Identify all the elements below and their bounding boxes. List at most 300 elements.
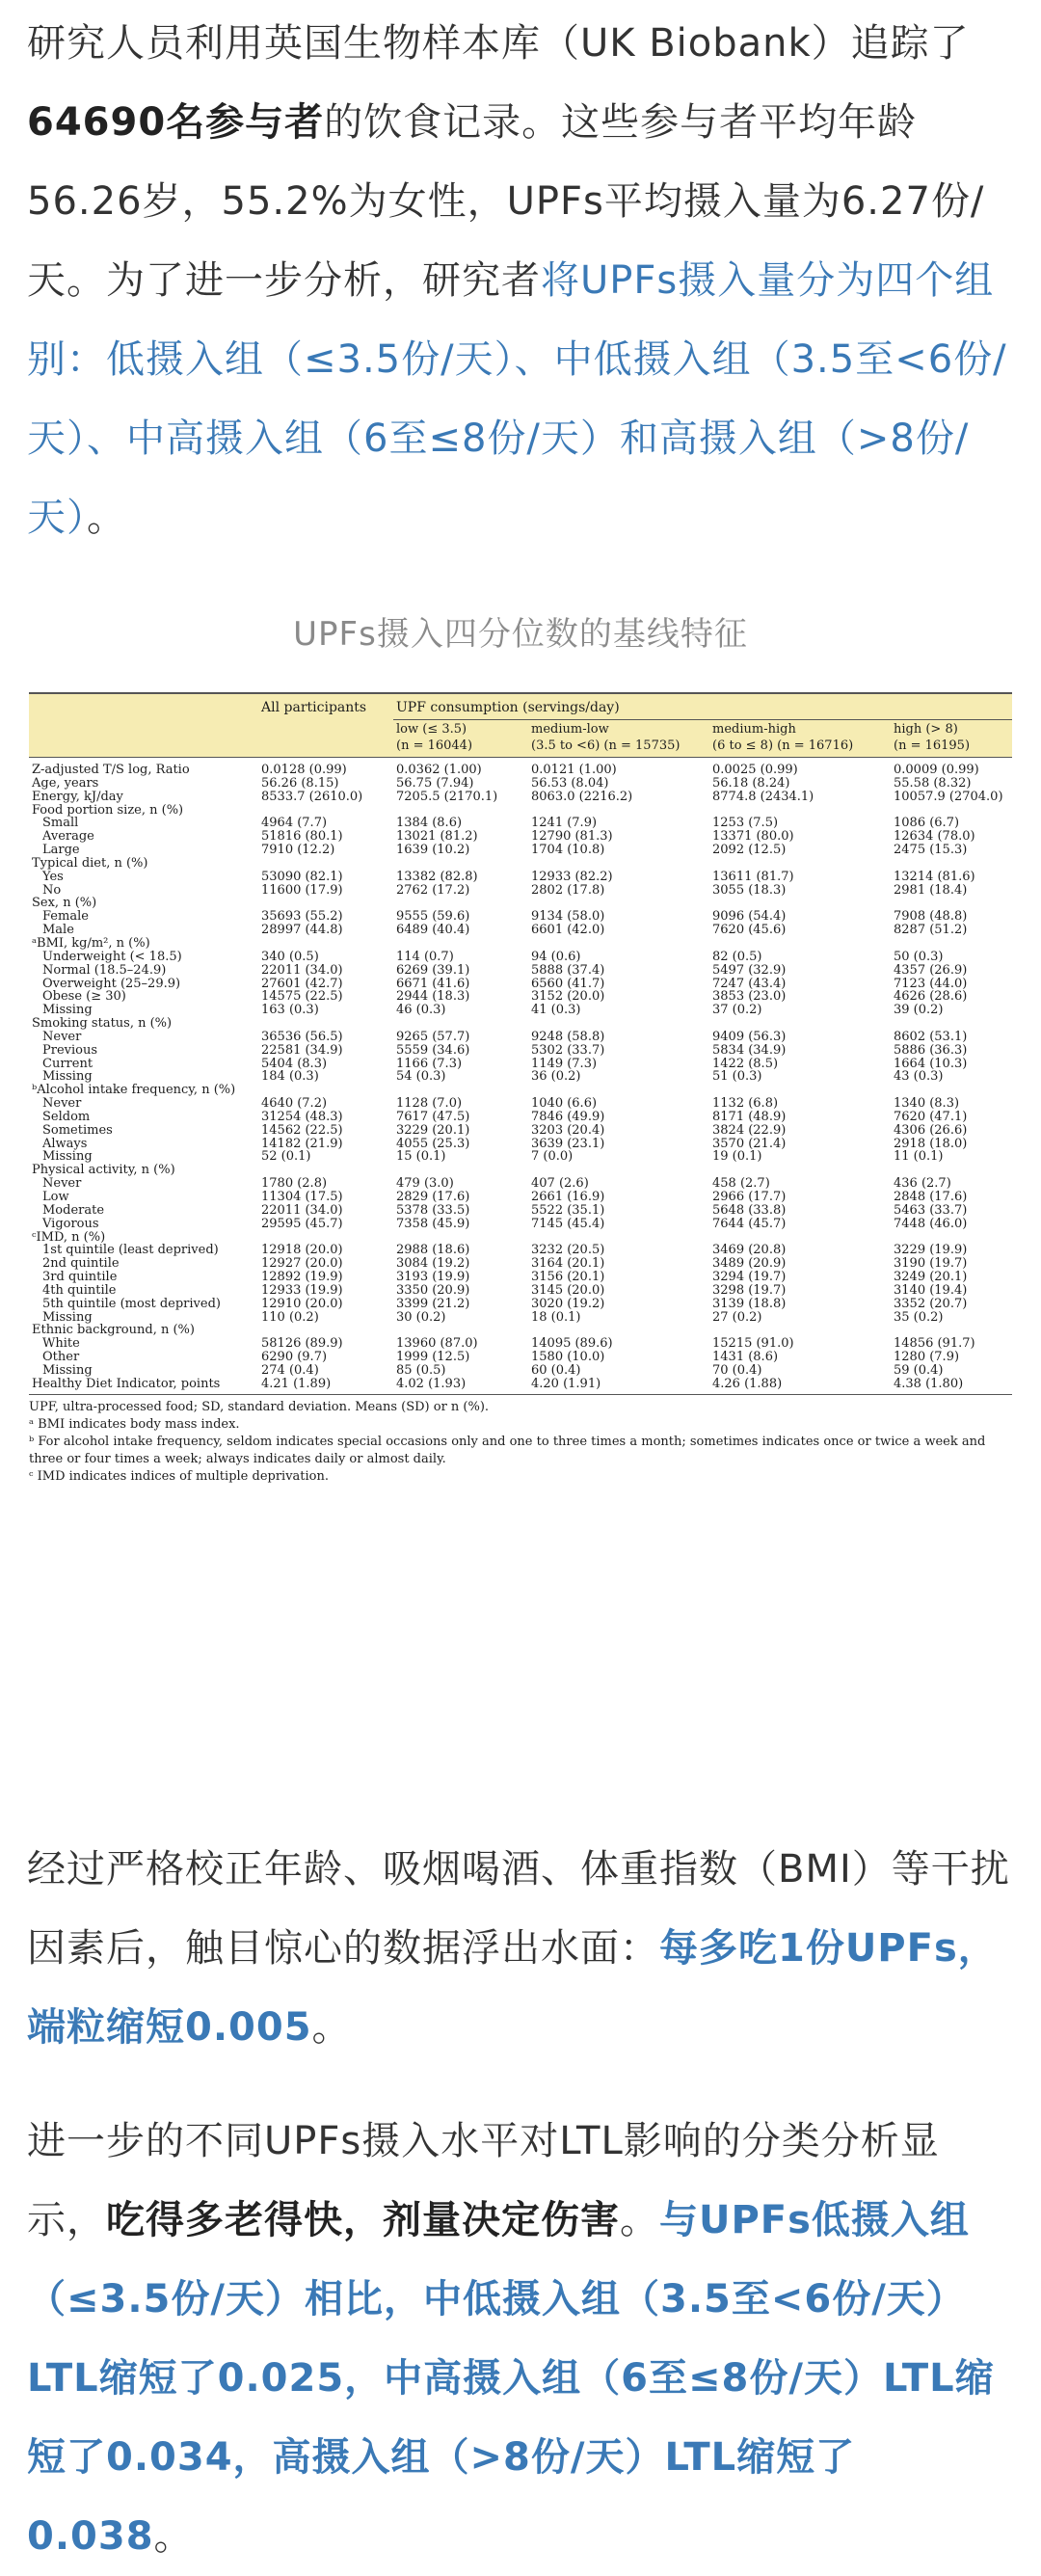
table-cell xyxy=(528,1324,709,1337)
table-cell: 18 (0.1) xyxy=(531,1310,581,1325)
row-label: Energy, kJ/day xyxy=(32,790,123,804)
table-row xyxy=(29,830,1012,844)
table-cell: 1431 (8.6) xyxy=(712,1351,779,1364)
table-row xyxy=(29,1097,1012,1111)
intro-text-2: 的饮食记录。这些参与者平均年龄56.26岁，55.2%为女性，UPFs平均摄入量为6.27份/天。为了进一步分析，研究者 xyxy=(27,100,985,303)
table-caption: UPFs摄入四分位数的基线特征 xyxy=(293,615,748,654)
table-cell: 4.02 (1.93) xyxy=(393,1378,528,1394)
table-cell: 0.0025 (0.99) xyxy=(712,763,798,777)
table-cell xyxy=(709,1017,891,1031)
table-row xyxy=(29,1351,1012,1364)
table-row xyxy=(29,1058,1012,1071)
row-label: Z-adjusted T/S log, Ratio xyxy=(32,763,190,777)
row-label: 2nd quintile xyxy=(42,1257,120,1272)
table-row xyxy=(29,1031,1012,1044)
row-label: Always xyxy=(42,1137,88,1151)
table-cell xyxy=(709,1164,891,1177)
table-cell xyxy=(528,1164,709,1177)
table-cell: 1040 (6.6) xyxy=(531,1097,598,1111)
row-label: Seldom xyxy=(42,1110,91,1124)
table-cell xyxy=(258,1164,393,1177)
table-cell: 1580 (10.0) xyxy=(531,1351,605,1364)
table-cell: 1241 (7.9) xyxy=(531,817,598,831)
table-cell: 3350 (20.9) xyxy=(396,1283,470,1298)
table-cell: 4055 (25.3) xyxy=(396,1137,470,1151)
table-cell: 3489 (20.9) xyxy=(712,1257,787,1272)
row-label: Never xyxy=(42,1097,82,1111)
table-cell: 4306 (26.6) xyxy=(894,1123,968,1138)
table-cell: 6671 (41.6) xyxy=(396,977,470,991)
header-sub-medium-high: (6 to ≤ 8) (n = 16716) xyxy=(709,738,891,758)
table-cell: 5888 (37.4) xyxy=(531,963,605,978)
table-cell: 3145 (20.0) xyxy=(531,1283,605,1298)
table-row xyxy=(29,937,1012,951)
table-cell: 59 (0.4) xyxy=(894,1363,944,1378)
row-label: 5th quintile (most deprived) xyxy=(42,1297,221,1311)
row-label: Small xyxy=(42,817,79,831)
table-row xyxy=(29,1284,1012,1298)
row-label: Missing xyxy=(42,1004,93,1018)
row-label: 1st quintile (least deprived) xyxy=(42,1244,219,1258)
table-cell: 7247 (43.4) xyxy=(712,977,787,991)
table-cell: 5463 (33.7) xyxy=(894,1203,968,1218)
table-cell: 5834 (34.9) xyxy=(712,1043,787,1058)
table-cell: 13371 (80.0) xyxy=(712,830,794,845)
table-cell xyxy=(393,1231,528,1245)
table-row xyxy=(29,1204,1012,1218)
table-row xyxy=(29,964,1012,978)
table-cell: 51 (0.3) xyxy=(712,1070,762,1085)
table-row xyxy=(29,1017,1012,1031)
row-label: No xyxy=(42,883,62,898)
table-cell: 2988 (18.6) xyxy=(396,1244,470,1258)
table-cell: 22011 (34.0) xyxy=(261,963,343,978)
row-label: Moderate xyxy=(42,1203,105,1218)
table-cell: 12918 (20.0) xyxy=(261,1244,343,1258)
table-cell xyxy=(528,1084,709,1097)
table-cell: 22581 (34.9) xyxy=(261,1043,343,1058)
table-cell: 1280 (7.9) xyxy=(894,1351,960,1364)
header-sub-low: (n = 16044) xyxy=(393,738,528,758)
table-cell xyxy=(891,1084,1012,1097)
table-note: ᵃ BMI indicates body mass index. xyxy=(29,1416,240,1432)
table-cell: 3084 (19.2) xyxy=(396,1257,470,1272)
table-cell: 54 (0.3) xyxy=(396,1070,446,1085)
table-cell: 55.58 (8.32) xyxy=(894,776,972,791)
header-col-medium-high: medium-high xyxy=(709,720,891,739)
table-cell: 13214 (81.6) xyxy=(894,870,975,884)
table-row xyxy=(29,1111,1012,1124)
table-row xyxy=(29,978,1012,991)
header-col-high: high (> 8) xyxy=(891,720,1012,739)
table-cell xyxy=(891,804,1012,818)
table-cell: 3156 (20.1) xyxy=(531,1271,605,1284)
row-label: Food portion size, n (%) xyxy=(32,803,184,818)
table-cell: 1166 (7.3) xyxy=(396,1057,463,1071)
table-cell: 8533.7 (2610.0) xyxy=(261,790,363,804)
table-cell: 31254 (48.3) xyxy=(261,1110,343,1124)
table-row xyxy=(29,1191,1012,1204)
table-cell: 2944 (18.3) xyxy=(396,990,470,1005)
table-row xyxy=(29,1004,1012,1017)
table-cell: 2802 (17.8) xyxy=(531,883,605,898)
table-cell xyxy=(891,897,1012,910)
table-cell xyxy=(709,1324,891,1337)
table-cell xyxy=(393,1324,528,1337)
row-label: Vigorous xyxy=(42,1217,99,1231)
table-row xyxy=(29,844,1012,857)
row-label: Physical activity, n (%) xyxy=(32,1164,175,1178)
table-cell: 1340 (8.3) xyxy=(894,1097,960,1111)
table-cell xyxy=(891,937,1012,951)
intro-text-1: 研究人员利用英国生物样本库（UK Biobank）追踪了 xyxy=(27,21,970,66)
row-label: Healthy Diet Indicator, points xyxy=(29,1378,258,1394)
table-cell: 3232 (20.5) xyxy=(531,1244,605,1258)
table-row xyxy=(29,1311,1012,1325)
table-row xyxy=(29,897,1012,910)
table-cell xyxy=(528,804,709,818)
table-cell: 52 (0.1) xyxy=(261,1150,311,1165)
table-cell xyxy=(258,897,393,910)
table-cell: 2475 (15.3) xyxy=(894,844,968,857)
table-row xyxy=(29,884,1012,898)
row-label: Other xyxy=(42,1351,80,1364)
intro-paragraph xyxy=(27,4,1016,557)
table-cell: 274 (0.4) xyxy=(261,1363,319,1378)
table-cell: 5559 (34.6) xyxy=(396,1043,470,1058)
table-cell xyxy=(258,1324,393,1337)
row-label: ᶜIMD, n (%) xyxy=(32,1230,106,1245)
header-col-low: low (≤ 3.5) xyxy=(393,720,528,739)
table-cell: 13021 (81.2) xyxy=(396,830,478,845)
finding-text-2: 。 xyxy=(311,2005,352,2050)
table-row xyxy=(29,924,1012,937)
table-cell xyxy=(393,1164,528,1177)
row-label: Missing xyxy=(42,1070,93,1085)
table-row xyxy=(29,1364,1012,1378)
table-cell xyxy=(709,857,891,871)
table-cell: 41 (0.3) xyxy=(531,1004,581,1018)
row-label: Never xyxy=(42,1177,82,1191)
table-cell: 4.21 (1.89) xyxy=(258,1378,393,1394)
row-label: 4th quintile xyxy=(42,1283,117,1298)
row-label: Obese (≥ 30) xyxy=(42,990,126,1005)
table-cell xyxy=(891,1324,1012,1337)
table-cell xyxy=(393,937,528,951)
table-cell: 35 (0.2) xyxy=(894,1310,944,1325)
table-cell xyxy=(709,1084,891,1097)
table-row xyxy=(29,1271,1012,1284)
table-cell xyxy=(258,1231,393,1245)
table-cell xyxy=(258,1084,393,1097)
table-cell: 3139 (18.8) xyxy=(712,1297,787,1311)
table-cell: 4.26 (1.88) xyxy=(709,1378,891,1394)
table-row xyxy=(29,1070,1012,1084)
table-row xyxy=(29,791,1012,804)
table-cell: 36 (0.2) xyxy=(531,1070,581,1085)
table-row xyxy=(29,1124,1012,1138)
table-cell: 1422 (8.5) xyxy=(712,1057,779,1071)
row-label: Sex, n (%) xyxy=(32,897,97,911)
table-cell: 14095 (89.6) xyxy=(531,1337,613,1352)
table-cell: 12790 (81.3) xyxy=(531,830,613,845)
table-cell xyxy=(528,857,709,871)
row-label: Yes xyxy=(42,870,64,884)
table-row xyxy=(29,1218,1012,1231)
row-label: Large xyxy=(42,844,80,857)
table-cell: 14575 (22.5) xyxy=(261,990,343,1005)
dose-text-1: 进一步的不同UPFs摄入水平对LTL影响的分类分析显示， xyxy=(27,2119,940,2242)
table-cell: 14856 (91.7) xyxy=(894,1337,975,1352)
table-cell: 13611 (81.7) xyxy=(712,870,794,884)
table-cell: 12933 (19.9) xyxy=(261,1283,343,1298)
table-cell: 12933 (82.2) xyxy=(531,870,613,884)
table-cell: 5302 (33.7) xyxy=(531,1043,605,1058)
table-cell: 3570 (21.4) xyxy=(712,1137,787,1151)
table-cell: 82 (0.5) xyxy=(712,950,762,964)
table-cell: 7620 (47.1) xyxy=(894,1110,968,1124)
table-cell: 50 (0.3) xyxy=(894,950,944,964)
table-cell: 28997 (44.8) xyxy=(261,924,343,937)
table-cell: 36536 (56.5) xyxy=(261,1030,343,1044)
table-cell: 7846 (49.9) xyxy=(531,1110,605,1124)
table-cell: 60 (0.4) xyxy=(531,1363,581,1378)
table-row xyxy=(29,1378,1012,1394)
table-cell: 5497 (32.9) xyxy=(712,963,787,978)
row-label: Missing xyxy=(42,1310,93,1325)
table-cell xyxy=(709,897,891,910)
table-cell: 436 (2.7) xyxy=(894,1177,951,1191)
table-cell: 9248 (58.8) xyxy=(531,1030,605,1044)
header-blank xyxy=(29,693,258,720)
row-label: Never xyxy=(42,1030,82,1044)
table-cell: 7205.5 (2170.1) xyxy=(396,790,498,804)
table-cell: 11304 (17.5) xyxy=(261,1191,343,1204)
table-cell: 3152 (20.0) xyxy=(531,990,605,1005)
table-row xyxy=(29,1324,1012,1337)
table-cell: 6601 (42.0) xyxy=(531,924,605,937)
table-cell: 6560 (41.7) xyxy=(531,977,605,991)
dose-highlight: 与UPFs低摄入组（≤3.5份/天）相比，中低摄入组（3.5至<6份/天）LTL缩短了0.025，中高摄入组（6至≤8份/天）LTL缩短了0.034，高摄入组（>8份/天）LTL缩短了0.038 xyxy=(27,2198,995,2559)
table-cell: 3164 (20.1) xyxy=(531,1257,605,1272)
table-cell: 7123 (44.0) xyxy=(894,977,968,991)
table-cell xyxy=(709,1231,891,1245)
finding-highlight: 每多吃1份UPFs，端粒缩短0.005 xyxy=(27,1926,998,2050)
table-cell: 3140 (19.4) xyxy=(894,1283,968,1298)
dose-paragraph xyxy=(27,2102,1016,2576)
table-cell: 7 (0.0) xyxy=(531,1150,574,1165)
table-notes xyxy=(29,1399,1012,1486)
table-cell: 58126 (89.9) xyxy=(261,1337,343,1352)
table-row xyxy=(29,817,1012,830)
finding-text-1: 经过严格校正年龄、吸烟喝酒、体重指数（BMI）等干扰因素后，触目惊心的数据浮出水面： xyxy=(27,1847,1010,1971)
table-cell: 7448 (46.0) xyxy=(894,1217,968,1231)
table-cell: 3229 (19.9) xyxy=(894,1244,968,1258)
row-label: 3rd quintile xyxy=(42,1271,118,1284)
table-cell: 1999 (12.5) xyxy=(396,1351,470,1364)
table-cell: 1780 (2.8) xyxy=(261,1177,328,1191)
table-cell: 56.75 (7.94) xyxy=(396,776,474,791)
table-cell: 7908 (48.8) xyxy=(894,910,968,925)
table-row xyxy=(29,990,1012,1004)
intro-text-3: 。 xyxy=(87,496,126,540)
table-cell: 22011 (34.0) xyxy=(261,1203,343,1218)
table-body xyxy=(29,758,1012,1395)
table-cell xyxy=(393,804,528,818)
table-cell: 0.0362 (1.00) xyxy=(396,763,482,777)
table-row xyxy=(29,1177,1012,1191)
table-cell xyxy=(528,1017,709,1031)
table-cell: 9409 (56.3) xyxy=(712,1030,787,1044)
table-row xyxy=(29,1337,1012,1351)
table-cell: 53090 (82.1) xyxy=(261,870,343,884)
row-label: Ethnic background, n (%) xyxy=(32,1324,195,1338)
row-label: Overweight (25–29.9) xyxy=(42,977,181,991)
table-cell: 5886 (36.3) xyxy=(894,1043,968,1058)
row-label: Male xyxy=(42,924,74,937)
table-cell: 39 (0.2) xyxy=(894,1004,944,1018)
table-cell: 3249 (20.1) xyxy=(894,1271,968,1284)
table-cell xyxy=(528,897,709,910)
table-cell: 4.20 (1.91) xyxy=(528,1378,709,1394)
table-cell: 0.0128 (0.99) xyxy=(261,763,347,777)
table-cell: 2966 (17.7) xyxy=(712,1191,787,1204)
table-row xyxy=(29,804,1012,818)
table-cell xyxy=(528,937,709,951)
table-row xyxy=(29,1231,1012,1245)
table-row xyxy=(29,1138,1012,1151)
table-cell: 2981 (18.4) xyxy=(894,883,968,898)
table-cell xyxy=(393,1084,528,1097)
table-cell: 4964 (7.7) xyxy=(261,817,328,831)
finding-paragraph xyxy=(27,1830,1016,2067)
table-cell: 37 (0.2) xyxy=(712,1004,762,1018)
table-cell: 3193 (19.9) xyxy=(396,1271,470,1284)
table-row xyxy=(29,1298,1012,1311)
row-label: Low xyxy=(42,1191,69,1204)
table-note: UPF, ultra-processed food; SD, standard deviation. Means (SD) or n (%). xyxy=(29,1399,490,1414)
table-cell: 1128 (7.0) xyxy=(396,1097,463,1111)
dose-text-2: 。 xyxy=(620,2198,659,2242)
table-cell: 56.53 (8.04) xyxy=(531,776,609,791)
table-cell: 10057.9 (2704.0) xyxy=(894,790,1003,804)
table-cell: 12634 (78.0) xyxy=(894,830,975,845)
table-cell: 7358 (45.9) xyxy=(396,1217,470,1231)
header-sub-medium-low: (3.5 to <6) (n = 15735) xyxy=(528,738,709,758)
header-sub-high: (n = 16195) xyxy=(891,738,1012,758)
table-cell: 85 (0.5) xyxy=(396,1363,446,1378)
table-row xyxy=(29,910,1012,924)
table-cell: 14562 (22.5) xyxy=(261,1123,343,1138)
table-cell: 1132 (6.8) xyxy=(712,1097,779,1111)
row-label: Normal (18.5–24.9) xyxy=(42,963,167,978)
table-cell: 340 (0.5) xyxy=(261,950,319,964)
table-cell: 1149 (7.3) xyxy=(531,1057,598,1071)
table-cell: 184 (0.3) xyxy=(261,1070,319,1085)
row-label: Missing xyxy=(42,1150,93,1165)
header-all-participants: All participants xyxy=(258,693,393,720)
table-cell: 3352 (20.7) xyxy=(894,1297,968,1311)
table-row xyxy=(29,1244,1012,1257)
table-cell: 1384 (8.6) xyxy=(396,817,463,831)
table-cell: 19 (0.1) xyxy=(712,1150,762,1165)
table-cell: 3294 (19.7) xyxy=(712,1271,787,1284)
row-label: White xyxy=(42,1337,80,1352)
table-cell: 9096 (54.4) xyxy=(712,910,787,925)
table-cell: 12927 (20.0) xyxy=(261,1257,343,1272)
table-cell: 27601 (42.7) xyxy=(261,977,343,991)
table-cell: 7644 (45.7) xyxy=(712,1217,787,1231)
table-cell: 3190 (19.7) xyxy=(894,1257,968,1272)
row-label: ᵇAlcohol intake frequency, n (%) xyxy=(32,1084,236,1098)
table-row xyxy=(29,951,1012,964)
table-cell xyxy=(393,897,528,910)
table-cell: 13382 (82.8) xyxy=(396,870,478,884)
table-note: ᵇ For alcohol intake frequency, seldom indicates special occasions only and one to three times a month; sometimes indicates once or twice a week and three or four times a week; always indicates daily or almost daily. xyxy=(29,1434,986,1466)
table-cell: 30 (0.2) xyxy=(396,1310,446,1325)
table-cell: 1704 (10.8) xyxy=(531,844,605,857)
row-label: Sometimes xyxy=(42,1123,113,1138)
table-cell: 1253 (7.5) xyxy=(712,817,779,831)
table-note: ᶜ IMD indicates indices of multiple deprivation. xyxy=(29,1468,330,1484)
row-label: Underweight (< 18.5) xyxy=(42,950,182,964)
table-cell: 46 (0.3) xyxy=(396,1004,446,1018)
table-cell: 5522 (35.1) xyxy=(531,1203,605,1218)
table-cell: 8287 (51.2) xyxy=(894,924,968,937)
table-cell: 9265 (57.7) xyxy=(396,1030,470,1044)
table-cell: 1664 (10.3) xyxy=(894,1057,968,1071)
table-cell xyxy=(891,857,1012,871)
table-cell: 2848 (17.6) xyxy=(894,1191,968,1204)
table-cell: 163 (0.3) xyxy=(261,1004,319,1018)
table-cell: 11 (0.1) xyxy=(894,1150,944,1165)
table-cell: 8171 (48.9) xyxy=(712,1110,787,1124)
table-cell xyxy=(258,1017,393,1031)
table-cell: 13960 (87.0) xyxy=(396,1337,478,1352)
table-cell: 4626 (28.6) xyxy=(894,990,968,1005)
row-label: Missing xyxy=(42,1363,93,1378)
baseline-table-figure xyxy=(29,692,1012,1486)
table-cell: 8774.8 (2434.1) xyxy=(712,790,814,804)
table-cell: 4357 (26.9) xyxy=(894,963,968,978)
table-cell xyxy=(528,1231,709,1245)
table-cell: 7145 (45.4) xyxy=(531,1217,605,1231)
table-cell: 8602 (53.1) xyxy=(894,1030,968,1044)
table-cell xyxy=(709,804,891,818)
table-cell xyxy=(258,937,393,951)
table-cell: 6489 (40.4) xyxy=(396,924,470,937)
table-cell: 7910 (12.2) xyxy=(261,844,335,857)
table-cell: 8063.0 (2216.2) xyxy=(531,790,633,804)
table-cell: 4640 (7.2) xyxy=(261,1097,328,1111)
table-cell: 3298 (19.7) xyxy=(712,1283,787,1298)
table-row xyxy=(29,871,1012,884)
table-cell: 3203 (20.4) xyxy=(531,1123,605,1138)
header-upf-group: UPF consumption (servings/day) xyxy=(393,693,1012,720)
table-cell: 2092 (12.5) xyxy=(712,844,787,857)
table-cell: 35693 (55.2) xyxy=(261,910,343,925)
row-label: Female xyxy=(42,910,89,925)
row-label: Previous xyxy=(42,1043,98,1058)
row-label: Age, years xyxy=(32,776,99,791)
dose-text-3: 。 xyxy=(153,2514,194,2559)
table-cell: 6269 (39.1) xyxy=(396,963,470,978)
table-cell xyxy=(258,804,393,818)
table-cell: 2829 (17.6) xyxy=(396,1191,470,1204)
table-cell: 3399 (21.2) xyxy=(396,1297,470,1311)
table-row xyxy=(29,1084,1012,1097)
table-row xyxy=(29,1257,1012,1271)
